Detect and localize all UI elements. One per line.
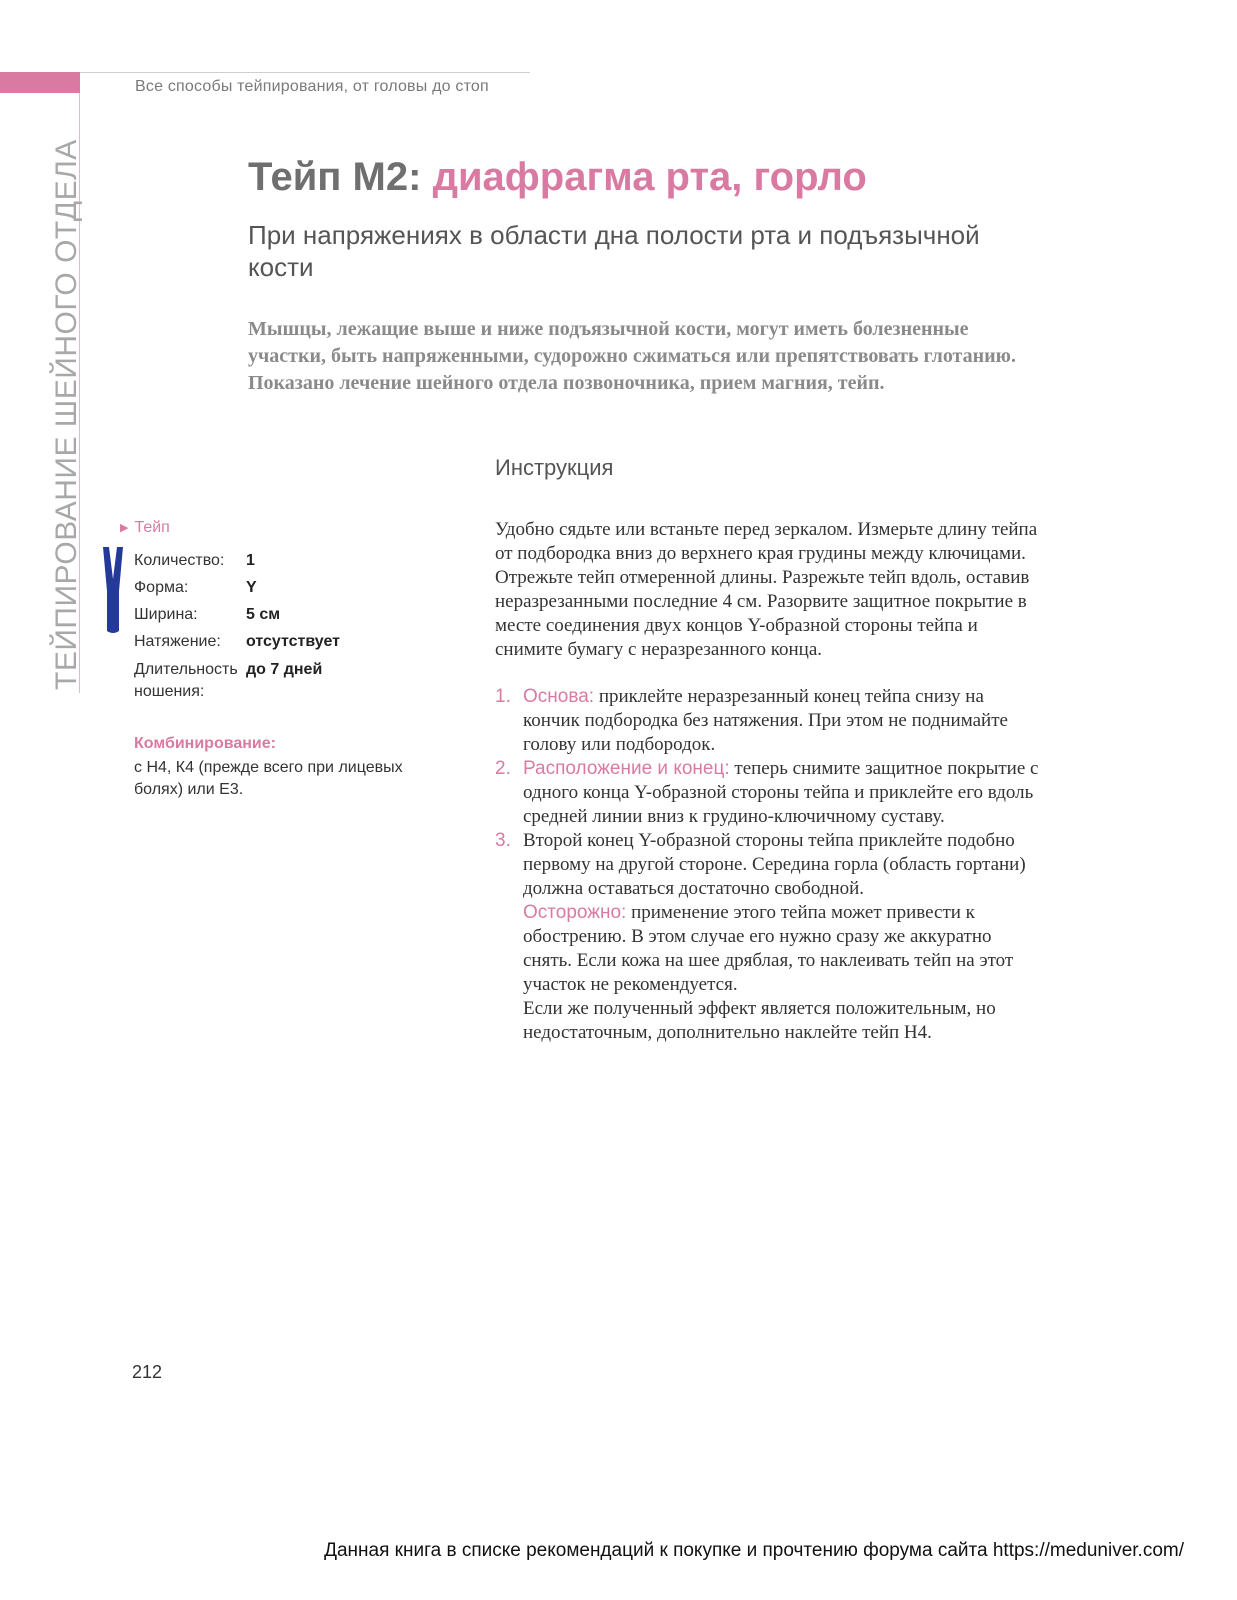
page-subtitle: При напряжениях в области дна полости рта и подъязычной кости [248,220,980,282]
spec-value: до 7 дней [246,661,323,678]
running-head: Все способы тейпирования, от головы до стоп [135,78,489,95]
tape-label [120,519,170,537]
step-item [495,685,1040,757]
triangle-right-icon: ▶ [120,522,129,534]
instruction-steps [495,685,1040,1045]
step-text: приклейте неразрезанный конец тейпа снизу на кончик подбородка без натяжения. При этом не поднимайте голову или подбородок. [523,686,1008,755]
tape-specs [134,547,340,703]
title-prefix: Тейп М2: [248,155,422,199]
step-lead: Расположение и конец: [523,758,730,779]
header-accent-bar [0,72,80,93]
caution-lead: Осторожно: [523,902,627,923]
spec-row-tension [134,628,340,655]
spec-key: Форма: [134,579,189,596]
y-tape-icon [100,547,126,633]
instructions-body: Удобно сядьте или встаньте перед зеркалом. Измерьте длину тейпа от подбородка вниз до верхнего края грудины между ключицами. Отрежьте тейп отмеренной длины. Разрежьте тейп вдоль, оставив неразрезанными последние 4 см. Разорвите защитное покрытие в месте соединения двух концов Y-образной стороны тейпа и снимите бумагу с неразрезанного конца. [495,519,1038,660]
caution-note [495,901,1040,997]
combination-heading: Комбинирование: [134,735,276,752]
step-lead: Основа: [523,686,595,707]
instructions-heading: Инструкция [495,455,614,480]
step-text: Второй конец Y-образной стороны тейпа приклейте подобно первому на другой стороне. Середина горла (область гортани) должна оставаться достаточно свободной. [523,830,1026,899]
page-title [248,155,867,200]
spec-key: Ширина: [134,606,198,623]
spec-row-shape [134,574,340,601]
spec-value: 1 [246,552,255,569]
spec-value: 5 см [246,606,281,623]
step-number: 3. [495,830,511,851]
section-vertical-title: ТЕЙПИРОВАНИЕ ШЕЙНОГО ОТДЕЛА [50,139,83,690]
step-number: 2. [495,758,511,779]
spec-row-width [134,601,340,628]
spec-key: Количество: [134,552,225,569]
step-item [495,757,1040,829]
intro-paragraph: Мышцы, лежащие выше и ниже подъязычной кости, могут иметь болезненные участки, быть напряженными, судорожно сжиматься или препятствовать глотанию. Показано лечение шейного отдела позвоночника, прием магния, тейп. [248,318,1016,394]
footer-note: Данная книга в списке рекомендаций к покупке и прочтению форума сайта https://meduniver.com/ [324,1540,1184,1561]
step-number: 1. [495,686,511,707]
combination-text: с Н4, К4 (прежде всего при лицевых болях) или Е3. [134,759,403,798]
title-accent: диафрагма рта, горло [432,155,867,199]
spec-key: Натяжение: [134,633,221,650]
step-item [495,829,1040,901]
caution-text: применение этого тейпа может привести к обострению. В этом случае его нужно сразу же аккуратно снять. Если кожа на шее дряблая, то наклеивать тейп на этот участок не рекомендуется. [523,902,1014,995]
spec-key: Длительность ношения: [134,661,238,700]
spec-value: отсутствует [246,633,340,650]
spec-row-duration [134,659,340,703]
spec-value: Y [246,579,257,596]
tape-label-text: Тейп [134,519,170,536]
header-divider [80,72,530,73]
page-number: 212 [132,1362,163,1382]
final-note: Если же полученный эффект является положительным, но недостаточным, дополнительно наклейте тейп Н4. [523,998,996,1043]
spec-row-quantity [134,547,340,574]
step-text: теперь снимите защитное покрытие с одного конца Y-образной стороны тейпа и приклейте его вдоль средней линии вниз к грудино-ключичному суставу. [523,758,1039,827]
